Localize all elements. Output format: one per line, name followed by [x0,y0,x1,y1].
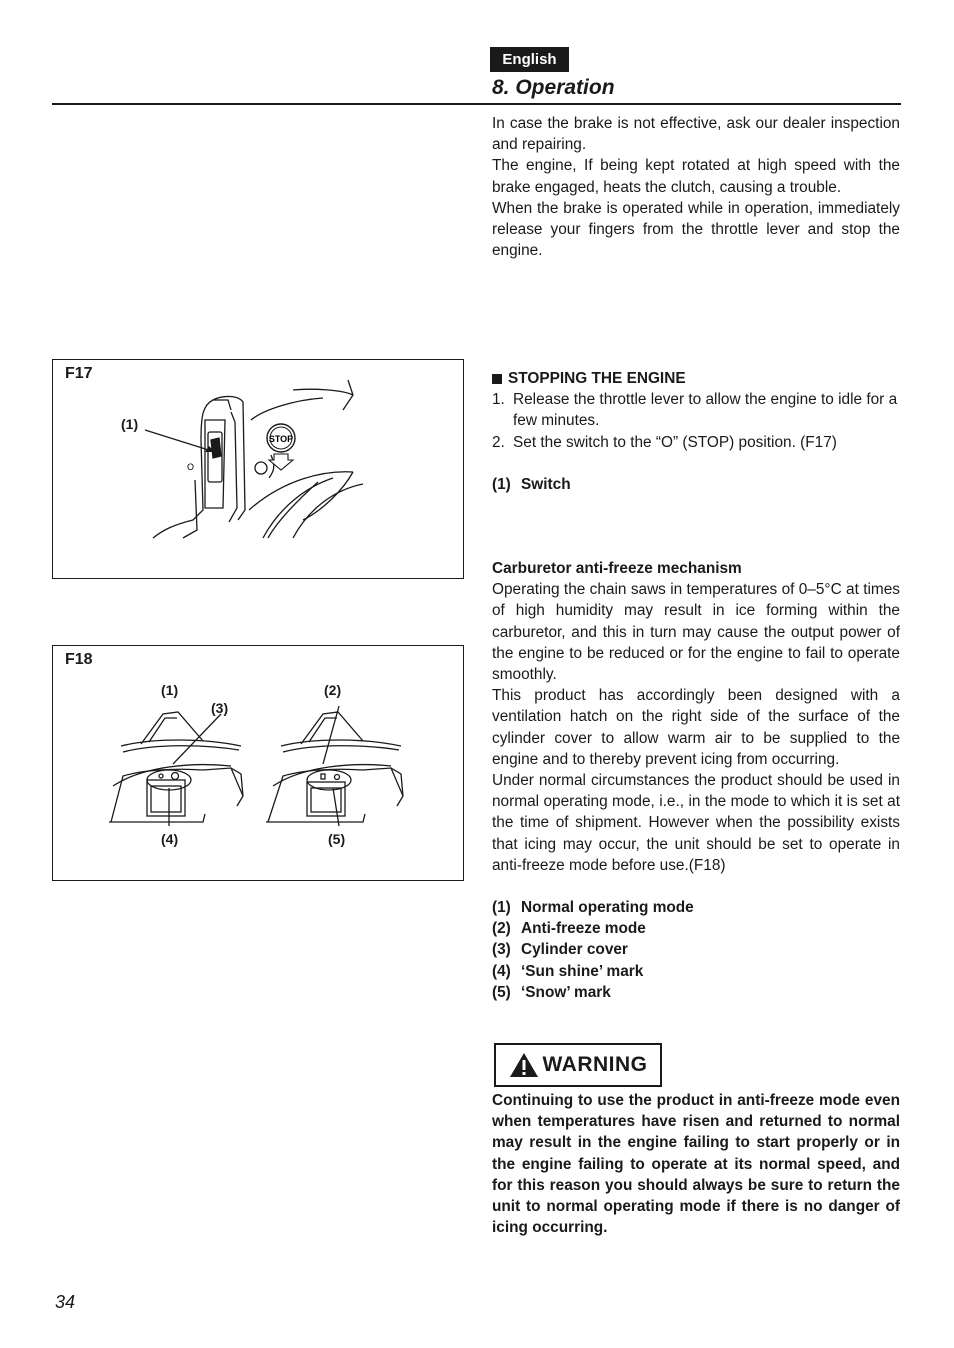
warning-text: Continuing to use the product in anti-freeze mode even when temperatures have risen and returned to normal may result in the engine failing to start properly or in the engine failing to operate at its normal speed, and for this reason you should always be sure to return the unit to normal operating mode if there is no danger of icing occurring. [492,1092,900,1237]
stopping-legend [492,474,900,495]
carburetor-section [492,558,900,1003]
figure-label: F18 [65,651,93,668]
figure-f17 [52,359,464,579]
square-bullet-icon [492,374,502,384]
switch-illustration [53,360,463,578]
callout-4: (4) [161,831,179,847]
legend-item: (3) Cylinder cover [492,941,628,959]
header-rule [52,103,901,105]
callout-5: (5) [328,831,346,847]
step-item: 1. Release the throttle lever to allow the engine to idle for a few minutes. [492,391,898,430]
warning-triangle-icon [509,1052,539,1078]
carburetor-paragraph: This product has accordingly been designed with a ventilation hatch on the right side of the surface of the cylinder cover to allow warm air to be supplied to the engine and to thereby prevent icing from occurring. [492,687,900,768]
legend-item: (1) Switch [492,475,571,493]
stopping-section [492,368,900,495]
page-number: 34 [55,1292,76,1312]
section-title: 8. Operation [492,76,615,99]
cylinder-cover-illustration [53,646,463,880]
callout-1: (1) [121,416,139,432]
callout-3: (3) [211,700,229,716]
intro-text [492,113,900,261]
legend-item: (5) ‘Snow’ mark [492,983,611,1001]
figure-label: F17 [65,365,93,382]
intro-paragraph: In case the brake is not effective, ask our dealer inspection and repairing. [492,115,900,154]
step-item: 2. Set the switch to the “O” (STOP) position. (F17) [492,433,837,451]
carburetor-paragraph: Operating the chain saws in temperatures of 0–5°C at times of high humidity may result in ice forming within the carburetor, and this in turn may cause the output power of the engine to be reduced or for the engine to fail to operate smoothly. [492,581,900,684]
carburetor-legend [492,897,900,1003]
legend-item: (1) Normal operating mode [492,899,694,917]
callout-1: (1) [161,682,179,698]
carburetor-heading: Carburetor anti-freeze mechanism [492,560,742,577]
warning-label: WARNING [542,1053,648,1076]
off-mark: O [187,462,195,472]
legend-item: (2) Anti-freeze mode [492,920,646,938]
warning-box [494,1043,662,1087]
language-badge: English [490,47,569,72]
stop-text: STOP [268,434,294,444]
stopping-heading: STOPPING THE ENGINE [492,368,900,389]
legend-item: (4) ‘Sun shine’ mark [492,962,644,980]
figure-f18 [52,645,464,881]
callout-2: (2) [324,682,342,698]
carburetor-paragraph: Under normal circumstances the product should be used in normal operating mode, i.e., in the mode to which it is set at the time of shipment. However when the possibility exists that icing may occur, the unit should be set to operate in anti-freeze mode before use.(F18) [492,772,900,874]
intro-paragraph: The engine, If being kept rotated at high speed with the brake engaged, heats the clutch, causing a trouble. [492,157,900,196]
intro-paragraph: When the brake is operated while in operation, immediately release your fingers from the throttle lever and stop the engine. [492,199,900,260]
stop-icon [267,424,295,470]
